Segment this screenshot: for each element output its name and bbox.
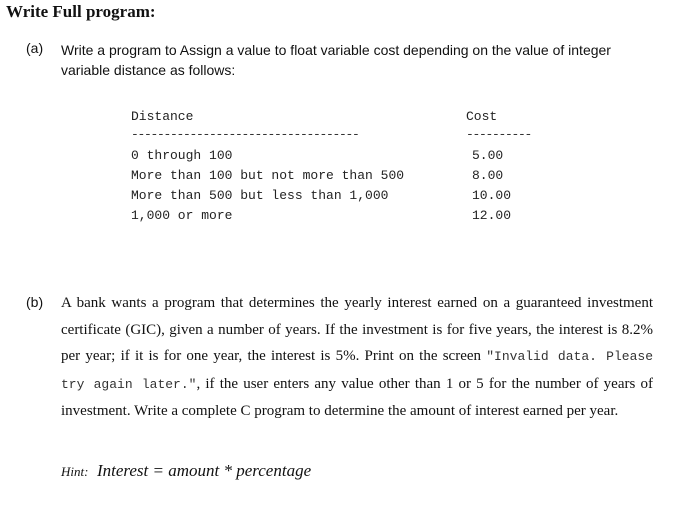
page-title: Write Full program: <box>6 2 156 21</box>
table-row-distance: 1,000 or more <box>131 208 233 223</box>
table-row-cost: 10.00 <box>472 188 512 203</box>
hint-label: Hint: <box>61 464 89 479</box>
part-a-label: (a) <box>26 40 44 56</box>
part-b-text <box>61 290 653 425</box>
table-row-cost: 8.00 <box>472 168 504 183</box>
table-rule-cost: ---------- <box>466 127 532 142</box>
table-row-distance: More than 500 but less than 1,000 <box>131 188 389 203</box>
part-a-text: Write a program to Assign a value to float variable cost depending on the value of integer variable distance as follows: <box>61 42 611 78</box>
part-b-text-before: A bank wants a program that determines the yearly interest earned on a guaranteed investment certificate (GIC), given a number of years. If the investment is for five years, the interest is 8.2% per year; if it is for one year, the interest is 5%. Print on the screen <box>61 295 653 364</box>
part-b-error-message: "Invalid data. Please try again later." <box>61 349 653 392</box>
table-header-cost: Cost <box>466 109 498 124</box>
table-row-cost: 12.00 <box>472 208 512 223</box>
part-b-label: (b) <box>26 294 44 310</box>
hint <box>61 461 311 481</box>
table-header-distance: Distance <box>131 109 194 124</box>
part-b-text-after: , if the user enters any value other than 1 or 5 for the number of years of investment. Write a complete C program to determine the amount of interest earned per year. <box>61 375 653 419</box>
table-rule-distance: ----------------------------------- <box>131 127 359 142</box>
table-row-cost: 5.00 <box>472 148 504 163</box>
hint-formula: Interest = amount * percentage <box>96 461 312 480</box>
table-row-distance: More than 100 but not more than 500 <box>131 168 405 183</box>
table-row-distance: 0 through 100 <box>131 148 233 163</box>
